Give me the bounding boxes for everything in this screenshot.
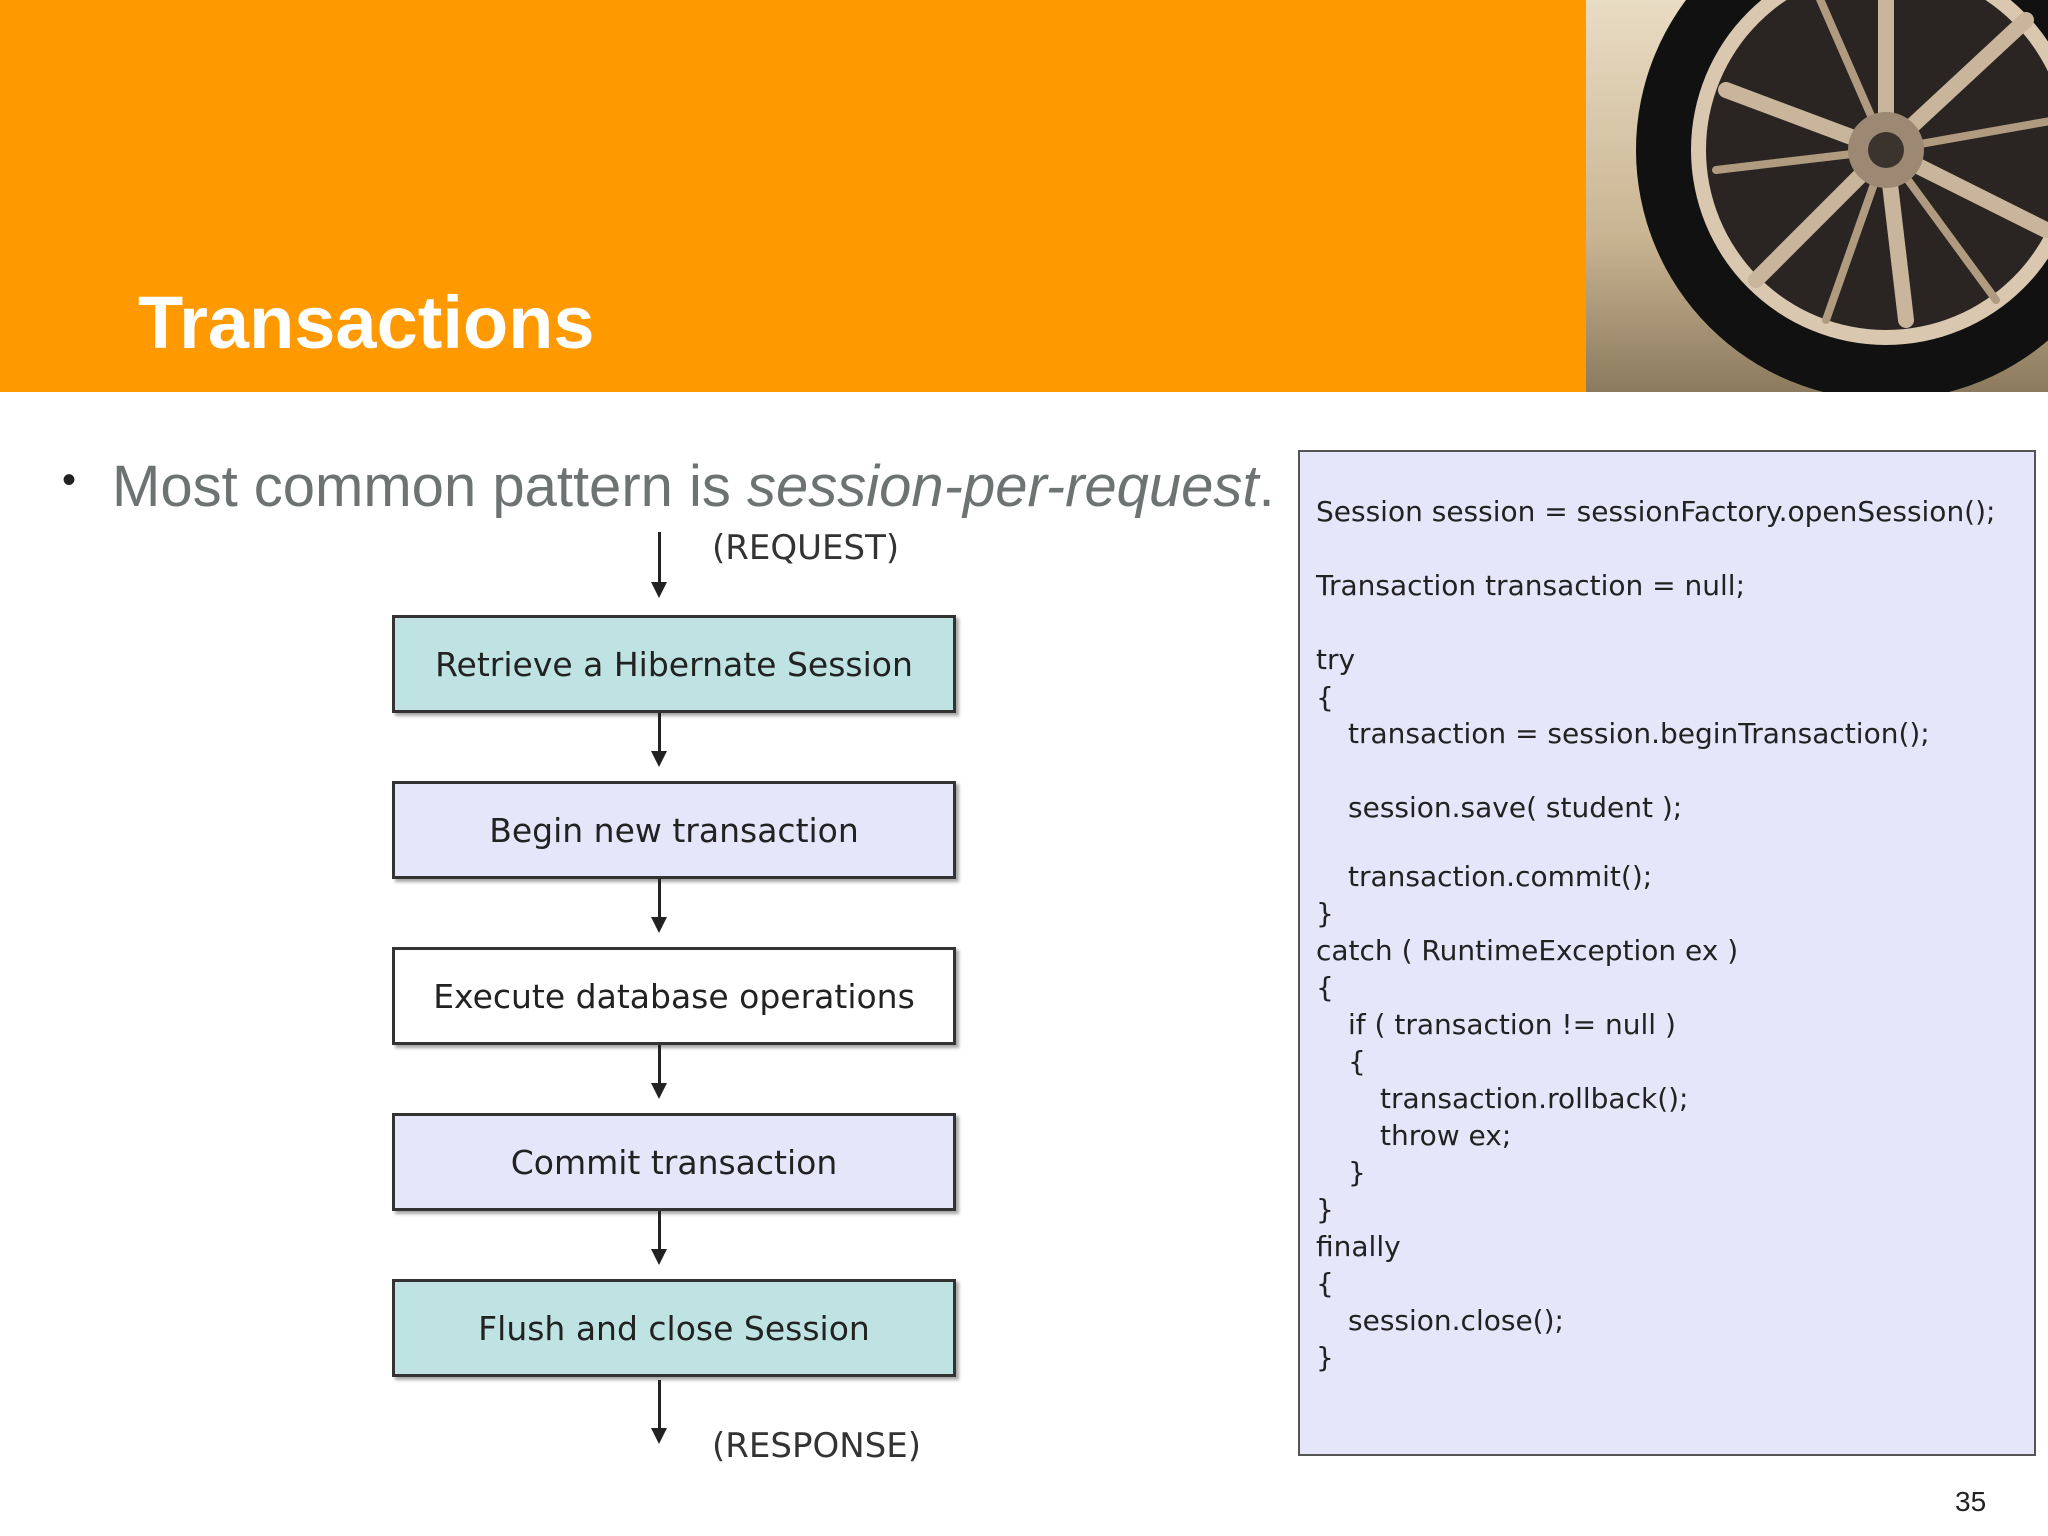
code-line: {	[1316, 971, 1334, 1004]
slide-title: Transactions	[138, 281, 595, 364]
flow-step-retrieve-session	[392, 615, 956, 713]
code-line: }	[1316, 1341, 1334, 1374]
flow-step-flush-close	[392, 1279, 956, 1377]
flow-step-execute-operations	[392, 947, 956, 1045]
code-line: }	[1316, 1193, 1334, 1226]
code-line: {	[1316, 1267, 1334, 1300]
bullet-point-icon: •	[62, 458, 77, 502]
code-line: session.save( student );	[1348, 791, 1683, 824]
flow-step-label: Execute database operations	[433, 976, 915, 1016]
code-line: transaction.commit();	[1348, 860, 1653, 893]
code-line: Session session = sessionFactory.openSession();	[1316, 495, 1996, 528]
code-line: Transaction transaction = null;	[1316, 569, 1745, 602]
flow-step-label: Flush and close Session	[478, 1308, 870, 1348]
flow-step-begin-transaction	[392, 781, 956, 879]
code-line: if ( transaction != null )	[1348, 1008, 1676, 1041]
flow-step-label: Retrieve a Hibernate Session	[435, 644, 913, 684]
code-line: session.close();	[1348, 1304, 1564, 1337]
request-label: (REQUEST)	[712, 528, 900, 568]
code-line: }	[1348, 1156, 1366, 1189]
code-line: try	[1316, 643, 1356, 676]
flow-step-commit-transaction	[392, 1113, 956, 1211]
flow-step-label: Begin new transaction	[489, 810, 859, 850]
bullet-text-italic: session-per-request	[747, 454, 1259, 519]
bullet-text	[112, 454, 1275, 521]
car-wheel-image	[1586, 0, 2048, 392]
code-line: catch ( RuntimeException ex )	[1316, 934, 1739, 967]
code-line: transaction.rollback();	[1380, 1082, 1689, 1115]
code-line: throw ex;	[1380, 1119, 1512, 1152]
response-label: (RESPONSE)	[712, 1426, 921, 1466]
page-number: 35	[1955, 1486, 1987, 1517]
code-line: transaction = session.beginTransaction();	[1348, 717, 1930, 750]
code-line: finally	[1316, 1230, 1401, 1263]
bullet-text-before: Most common pattern is	[112, 454, 747, 519]
code-line: }	[1316, 897, 1334, 930]
code-line: {	[1348, 1045, 1366, 1078]
flow-step-label: Commit transaction	[510, 1142, 838, 1182]
bullet-text-after: .	[1258, 454, 1275, 519]
code-line: {	[1316, 681, 1334, 714]
